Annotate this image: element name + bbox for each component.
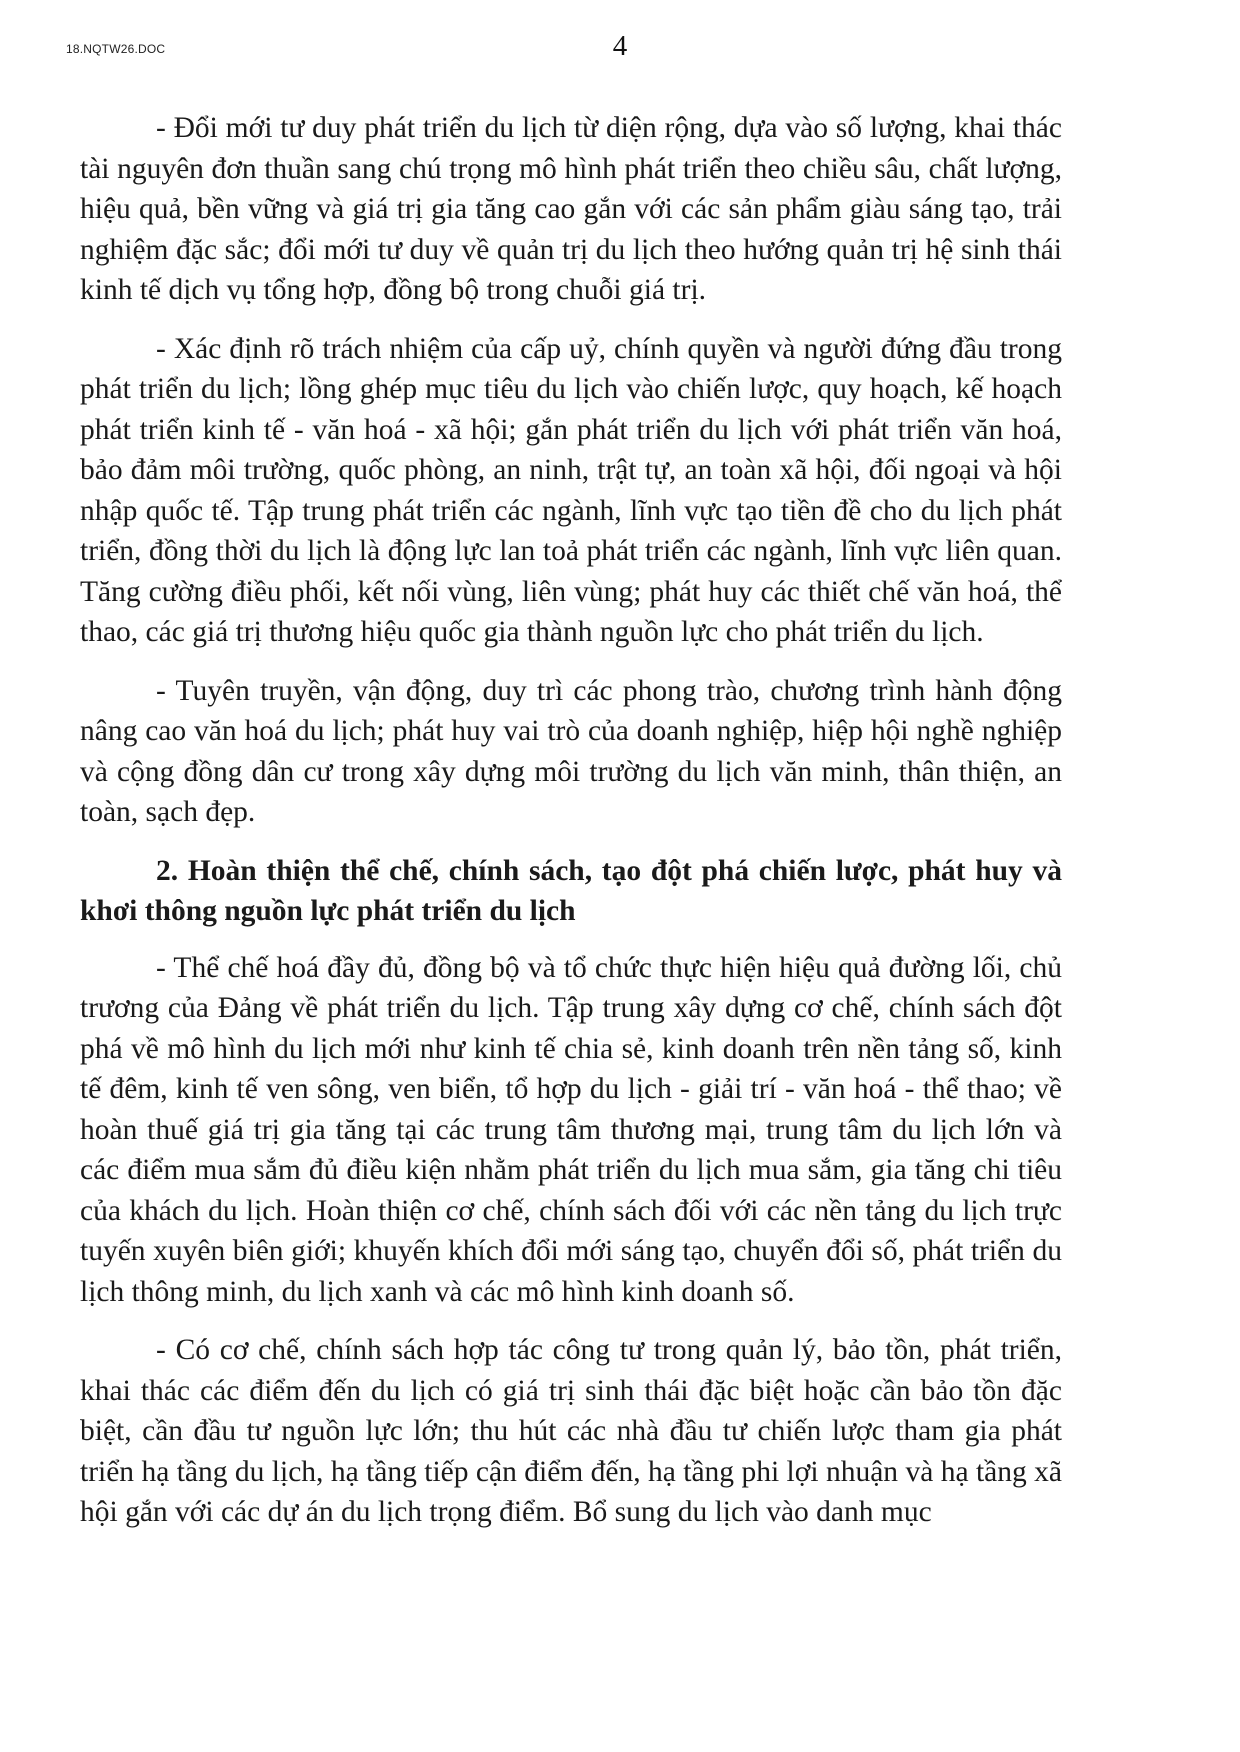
paragraph-propaganda: - Tuyên truyền, vận động, duy trì các phong trào, chương trình hành động nâng cao văn hoá du lịch; phát huy vai trò của doanh nghiệp, hiệp hội nghề nghiệp và cộng đồng dân cư trong xây dựng môi trường du lịch văn minh, thân thiện, an toàn, sạch đẹp. (80, 674, 1062, 828)
paragraph-innovation-thinking: - Đổi mới tư duy phát triển du lịch từ diện rộng, dựa vào số lượng, khai thác tài nguyên đơn thuần sang chú trọng mô hình phát triển theo chiều sâu, chất lượng, hiệu quả, bền vững và giá trị gia tăng cao gắn với các sản phẩm giàu sáng tạo, trải nghiệm đặc sắc; đổi mới tư duy về quản trị du lịch theo hướng quản trị hệ sinh thái kinh tế dịch vụ tổng hợp, đồng bộ trong chuỗi giá trị. (80, 112, 1062, 306)
paragraph-public-private: - Có cơ chế, chính sách hợp tác công tư trong quản lý, bảo tồn, phát triển, khai thác các điểm đến du lịch có giá trị sinh thái đặc biệt hoặc cần bảo tồn đặc biệt, cần đầu tư nguồn lực lớn; thu hút các nhà đầu tư chiến lược tham gia phát triển hạ tầng du lịch, hạ tầng tiếp cận điểm đến, hạ tầng phi lợi nhuận và hạ tầng xã hội gắn với các dự án du lịch trọng điểm. Bổ sung du lịch vào danh mục (80, 1334, 1062, 1528)
paragraph-responsibility: - Xác định rõ trách nhiệm của cấp uỷ, chính quyền và người đứng đầu trong phát triển du lịch; lồng ghép mục tiêu du lịch vào chiến lược, quy hoạch, kế hoạch phát triển kinh tế - văn hoá - xã hội; gắn phát triển du lịch với phát triển văn hoá, bảo đảm môi trường, quốc phòng, an ninh, trật tự, an toàn xã hội, đối ngoại và hội nhập quốc tế. Tập trung phát triển các ngành, lĩnh vực tạo tiền đề cho du lịch phát triển, đồng thời du lịch là động lực lan toả phát triển các ngành, lĩnh vực liên quan. Tăng cường điều phối, kết nối vùng, liên vùng; phát huy các thiết chế văn hoá, thể thao, các giá trị thương hiệu quốc gia thành nguồn lực cho phát triển du lịch. (80, 332, 1062, 648)
file-name: 18.NQTW26.DOC (66, 42, 166, 56)
paragraph-institutionalize: - Thể chế hoá đầy đủ, đồng bộ và tổ chức thực hiện hiệu quả đường lối, chủ trương của Đảng về phát triển du lịch. Tập trung xây dựng cơ chế, chính sách đột phá về mô hình du lịch mới như kinh tế chia sẻ, kinh doanh trên nền tảng số, kinh tế đêm, kinh tế ven sông, ven biển, tổ hợp du lịch - giải trí - văn hoá - thể thao; về hoàn thuế giá trị gia tăng tại các trung tâm thương mại, trung tâm du lịch lớn và các điểm mua sắm đủ điều kiện nhằm phát triển du lịch mua sắm, gia tăng chi tiêu của khách du lịch. Hoàn thiện cơ chế, chính sách đối với các nền tảng du lịch trực tuyến xuyên biên giới; khuyến khích đổi mới sáng tạo, chuyển đổi số, phát triển du lịch thông minh, du lịch xanh và các mô hình kinh doanh số. (80, 951, 1062, 1308)
section-heading: 2. Hoàn thiện thể chế, chính sách, tạo đột phá chiến lược, phát huy và khơi thông nguồn lực phát triển du lịch (80, 854, 1062, 927)
document-body (80, 108, 1062, 1533)
page-number: 4 (612, 30, 628, 62)
